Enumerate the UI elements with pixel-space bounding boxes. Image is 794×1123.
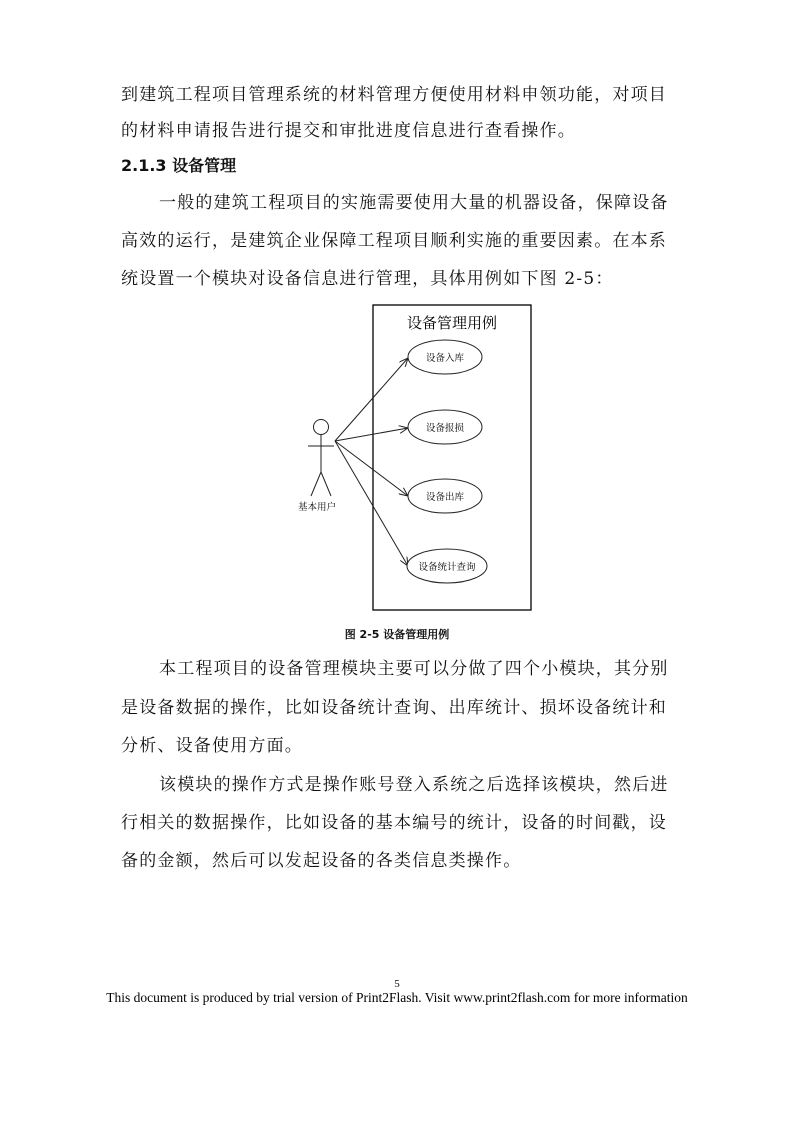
use-case-4: [407, 549, 487, 583]
association-lines: [335, 358, 408, 566]
association-line: [335, 441, 408, 566]
paragraph-line: 本工程项目的设备管理模块主要可以分做了四个小模块，其分别: [159, 659, 669, 679]
paragraph-line: 该模块的操作方式是操作账号登入系统之后选择该模块，然后进: [159, 775, 669, 795]
figure-caption: 图 2-5 设备管理用例: [344, 628, 450, 641]
paragraph-line: 是设备数据的操作，比如设备统计查询、出库统计、损坏设备统计和: [121, 698, 667, 718]
trial-notice: This document is produced by trial version of Print2Flash. Visit www.print2flash.com for more information: [106, 990, 688, 1005]
use-case-label: 设备出库: [425, 492, 465, 503]
page-number: 5: [394, 978, 400, 990]
use-case-3: [408, 479, 482, 513]
paragraph-line: 分析、设备使用方面。: [121, 736, 303, 756]
use-case-label: 设备统计查询: [418, 562, 476, 573]
section-heading: 2.1.3 设备管理: [121, 156, 237, 175]
paragraph-line: 高效的运行，是建筑企业保障工程项目顺利实施的重要因素。在本系: [121, 231, 667, 251]
paragraph-line: 到建筑工程项目管理系统的材料管理方便使用材料申领功能，对项目: [121, 85, 667, 105]
use-case-1: [408, 340, 482, 374]
use-case-label: 设备报损: [425, 423, 465, 434]
paragraph-line: 行相关的数据操作，比如设备的基本编号的统计，设备的时间戳，设: [121, 813, 667, 833]
use-case-diagram: [290, 300, 540, 615]
paragraph-line: 备的金额，然后可以发起设备的各类信息类操作。: [121, 851, 522, 871]
use-case-label: 设备入库: [425, 353, 465, 364]
actor-icon: [308, 420, 334, 497]
paragraph-line: 统设置一个模块对设备信息进行管理，具体用例如下图 2-5：: [121, 269, 614, 289]
paragraph-line: 的材料申请报告进行提交和审批进度信息进行查看操作。: [121, 121, 576, 141]
actor-label: 基本用户: [297, 502, 337, 513]
diagram-title: 设备管理用例: [406, 314, 498, 332]
paragraph-line: 一般的建筑工程项目的实施需要使用大量的机器设备，保障设备: [159, 193, 669, 213]
association-line: [335, 358, 408, 441]
association-line: [335, 441, 408, 496]
association-line: [335, 428, 408, 441]
use-case-2: [408, 410, 482, 444]
